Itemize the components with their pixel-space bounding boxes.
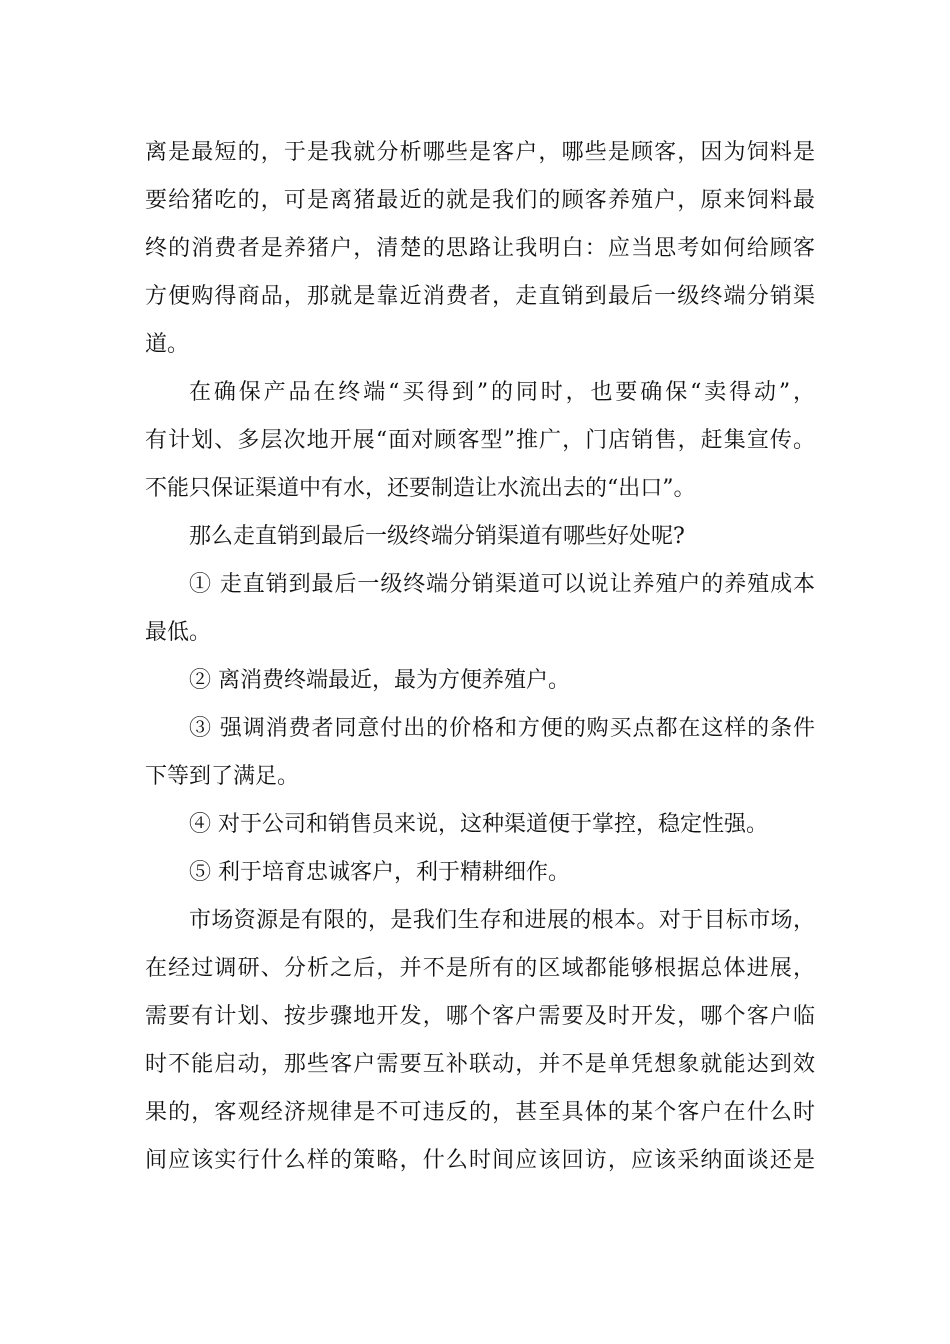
list-item — [145, 849, 815, 897]
text-line: 时不能启动，那些客户需要互补联动，并不是单凭想象就能达到效 — [145, 1052, 815, 1077]
paragraph — [145, 513, 815, 561]
paragraph — [145, 129, 815, 369]
text-line: ① 走直销到最后一级终端分销渠道可以说让养殖户的养殖成本 — [189, 572, 815, 597]
text-line: 方便购得商品，那就是靠近消费者，走直销到最后一级终端分销渠 — [145, 284, 815, 309]
text-line: ⑤ 利于培育忠诚客户，利于精耕细作。 — [189, 860, 570, 885]
text-line: 最低。 — [145, 620, 212, 645]
text-line: 间应该实行什么样的策略，什么时间应该回访，应该采纳面谈还是 — [145, 1148, 815, 1173]
text-line: ② 离消费终端最近，最为方便养殖户。 — [189, 668, 570, 693]
text-line: 下等到了满足。 — [145, 764, 300, 789]
text-line: 有计划、多层次地开展“面对顾客型”推广，门店销售，赶集宣传。 — [145, 428, 815, 453]
list-item — [145, 561, 815, 657]
text-line: 那么走直销到最后一级终端分销渠道有哪些好处呢? — [189, 524, 685, 549]
text-line: 要给猪吃的，可是离猪最近的就是我们的顾客养殖户，原来饲料最 — [145, 188, 815, 213]
text-line: ④ 对于公司和销售员来说，这种渠道便于掌控，稳定性强。 — [189, 812, 768, 837]
text-line: 果的，客观经济规律是不可违反的，甚至具体的某个客户在什么时 — [145, 1100, 815, 1125]
text-line: 道。 — [145, 332, 190, 357]
text-line: 终的消费者是养猪户，清楚的思路让我明白：应当思考如何给顾客 — [145, 236, 815, 261]
paragraph — [145, 897, 815, 1185]
list-item — [145, 657, 815, 705]
text-line: ③ 强调消费者同意付出的价格和方便的购买点都在这样的条件 — [189, 716, 815, 741]
text-line: 在经过调研、分析之后，并不是所有的区域都能够根据总体进展， — [145, 956, 815, 981]
text-line: 市场资源是有限的，是我们生存和进展的根本。对于目标市场， — [189, 908, 815, 933]
list-item — [145, 801, 815, 849]
text-line: 在确保产品在终端“买得到”的同时，也要确保“卖得动”， — [189, 380, 815, 405]
text-line: 需要有计划、按步骤地开发，哪个客户需要及时开发，哪个客户临 — [145, 1004, 815, 1029]
paragraph — [145, 369, 815, 513]
list-item — [145, 705, 815, 801]
document-body — [145, 129, 815, 1185]
text-line: 不能只保证渠道中有水，还要制造让水流出去的“出口”。 — [145, 476, 696, 501]
text-line: 离是最短的，于是我就分析哪些是客户，哪些是顾客，因为饲料是 — [145, 140, 815, 165]
